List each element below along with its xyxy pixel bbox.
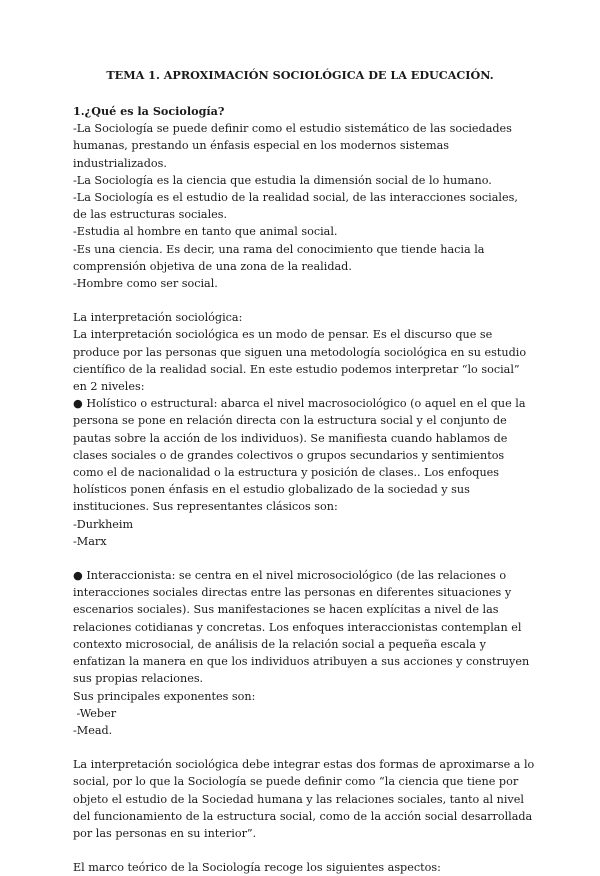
document-title: TEMA 1. APROXIMACIÓN SOCIOLÓGICA DE LA EDUCACIÓN. [106, 68, 494, 82]
spacer [73, 739, 535, 756]
definition-line: -La Sociología es el estudio de la realidad social, de las interacciones sociales, de las estructuras sociales. [73, 191, 518, 222]
section-heading: 1.¿Qué es la Sociología? [73, 104, 225, 118]
conclusion-paragraph: La interpretación sociológica debe integrar estas dos formas de aproximarse a lo social, por lo que la Sociología se puede definir como “la ciencia que tiene por objeto el estudio de la Sociedad humana y las relaciones sociales, tanto al nivel del funcionamiento de la estructura social, como de la acción social desarrollada por las personas en su interior”. [73, 758, 535, 840]
holistic-paragraph: ● Holístico o estructural: abarca el nivel macrosociológico (o aquel en el que la persona se pone en relación directa con la estructura social y el conjunto de pautas sobre la acción de los individuos). Se manifiesta cuando hablamos de clases sociales o de grandes colectivos o grupos secundarios y sentimientos como el de nacionalidad o la estructura y posición de clases.. Los enfoques holísticos ponen énfasis en el estudio globalizado de la sociedad y sus instituciones. Sus representantes clásicos son: [73, 397, 526, 514]
definition-line: -Estudia al hombre en tanto que animal social. [73, 225, 338, 239]
definition-line: -La Sociología es la ciencia que estudia la dimensión social de lo humano. [73, 173, 492, 187]
document-body [73, 103, 535, 876]
spacer [73, 292, 535, 309]
representative-line: -Marx [73, 534, 107, 548]
interpretation-heading: La interpretación sociológica: [73, 311, 243, 325]
spacer [73, 550, 535, 567]
exponents-intro: Sus principales exponentes son: [73, 689, 256, 703]
representative-line: -Durkheim [73, 517, 134, 531]
definition-line: -Es una ciencia. Es decir, una rama del conocimiento que tiende hacia la comprensión objetiva de una zona de la realidad. [73, 242, 485, 273]
representative-line: -Weber [73, 706, 117, 720]
framework-paragraph: El marco teórico de la Sociología recoge los siguientes aspectos: [73, 861, 441, 875]
definition-line: -La Sociología se puede definir como el estudio sistemático de las sociedades humanas, prestando un énfasis especial en los modernos sistemas industrializados. [73, 122, 512, 170]
representative-line: -Mead. [73, 723, 113, 737]
interpretation-intro: La interpretación sociológica es un modo de pensar. Es el discurso que se produce por las personas que siguen una metodología sociológica en su estudio científico de la realidad social. En este estudio podemos interpretar “lo social” en 2 niveles: [73, 328, 527, 394]
definition-line: -Hombre como ser social. [73, 277, 218, 291]
interactionist-paragraph: ● Interaccionista: se centra en el nivel microsociológico (de las relaciones o interacciones sociales directas entre las personas en diferentes situaciones y escenarios sociales). Sus manifestaciones se hacen explícitas a nivel de las relaciones cotidianas y concretas. Los enfoques interaccionistas contemplan el contexto microsocial, de análisis de la relación social a pequeña escala y enfatizan la manera en que los individuos atribuyen a sus acciones y construyen sus propias relaciones. [73, 569, 530, 686]
spacer [73, 842, 535, 859]
